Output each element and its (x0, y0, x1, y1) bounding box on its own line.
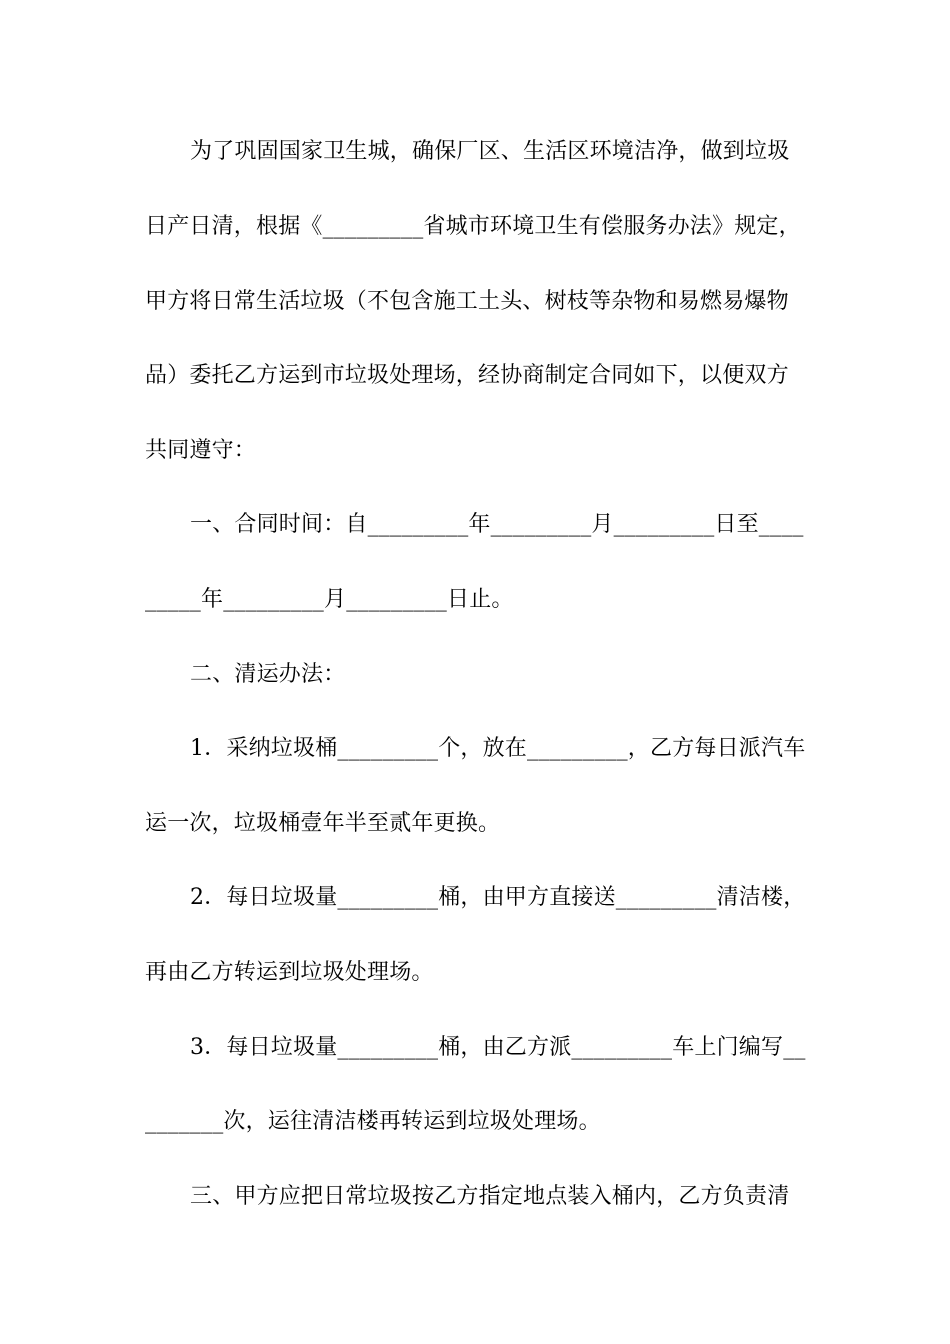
paragraph-intro-line-5: 共同遵守： (145, 438, 257, 463)
section-1-contract-term-line-2: _____年_________月_________日止。 (145, 587, 514, 612)
clause-2-1-line-1: 1．采纳垃圾桶_________个，放在_________，乙方每日派汽车 (190, 736, 806, 761)
section-3-line-1: 三、甲方应把日常垃圾按乙方指定地点装入桶内，乙方负责清 (190, 1184, 790, 1209)
section-1-contract-term-line-1: 一、合同时间：自_________年_________月_________日至____ (190, 512, 804, 537)
clause-2-3-line-1: 3．每日垃圾量_________桶，由乙方派_________车上门编写__ (190, 1035, 806, 1060)
clause-2-2-line-2: 再由乙方转运到垃圾处理场。 (145, 960, 434, 985)
clause-2-1-line-2: 运一次，垃圾桶壹年半至贰年更换。 (145, 811, 501, 836)
paragraph-intro-line-2: 日产日清，根据《_________省城市环境卫生有偿服务办法》规定， (145, 214, 801, 239)
paragraph-intro-line-1: 为了巩固国家卫生城，确保厂区、生活区环境洁净，做到垃圾 (190, 139, 790, 164)
section-2-heading: 二、清运办法： (190, 662, 346, 687)
clause-2-2-line-1: 2．每日垃圾量_________桶，由甲方直接送_________清洁楼， (190, 885, 806, 910)
paragraph-intro-line-4: 品）委托乙方运到市垃圾处理场，经协商制定合同如下，以便双方 (145, 363, 789, 388)
clause-2-3-line-2: _______次，运往清洁楼再转运到垃圾处理场。 (145, 1109, 601, 1134)
paragraph-intro-line-3: 甲方将日常生活垃圾（不包含施工土头、树枝等杂物和易燃易爆物 (145, 289, 789, 314)
